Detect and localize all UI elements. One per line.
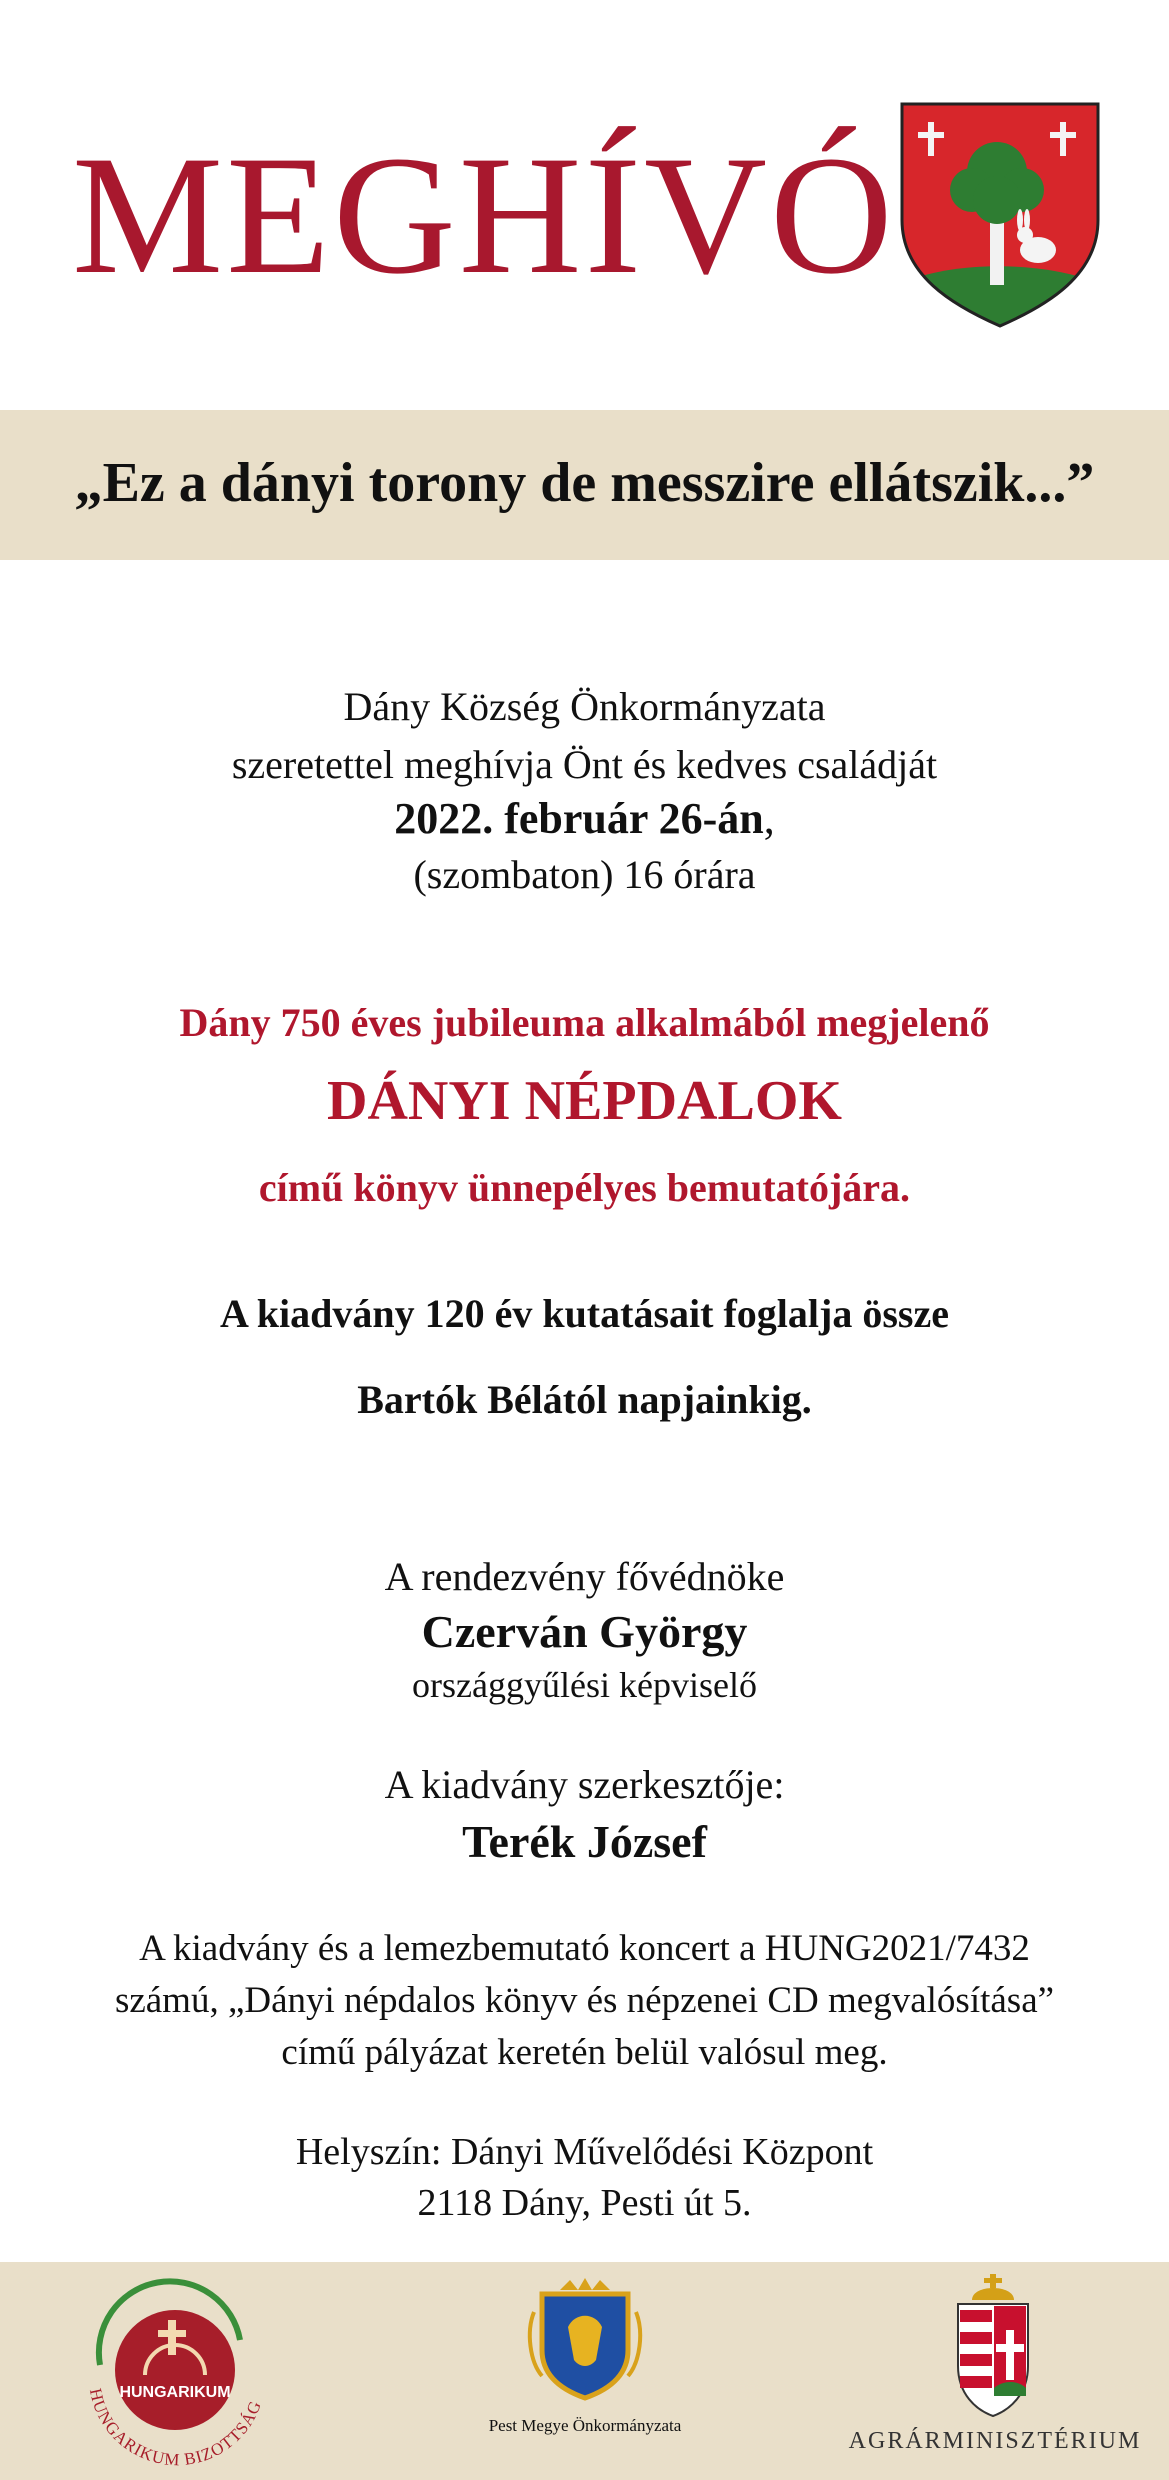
event-date	[0, 790, 1169, 848]
quote-text: „Ez a dányi torony de messzire ellátszik...”	[74, 452, 1095, 514]
organizer-line: Dány Község Önkormányzata	[343, 684, 826, 729]
patron-label: A rendezvény fővédnöke	[384, 1554, 785, 1599]
venue-line-1: Helyszín: Dányi Művelődési Központ	[295, 2131, 874, 2173]
funding-line-1: A kiadvány és a lemezbemutató koncert a HUNG2021/7432	[139, 1928, 1030, 1969]
summary-line-1: A kiadvány 120 év kutatásait foglalja össze	[220, 1291, 949, 1336]
occasion-line: Dány 750 éves jubileuma alkalmából megjelenő	[179, 1000, 990, 1045]
hungarikum-logo	[70, 2270, 290, 2470]
hungarikum-badge-text: HUNGARIKUM	[119, 2384, 231, 2401]
book-subtitle: című könyv ünnepélyes bemutatójára.	[258, 1165, 911, 1210]
editor-label: A kiadvány szerkesztője:	[384, 1762, 785, 1807]
pest-county-label: Pest Megye Önkormányzata	[488, 2416, 682, 2435]
event-date-suffix: ,	[763, 794, 775, 843]
patron-name: Czerván György	[421, 1606, 748, 1657]
hungarikum-ring-text: HUNGARIKUM BIZOTTSÁG	[85, 2386, 266, 2470]
event-date-value: 2022. február 26-án	[394, 794, 764, 843]
summary-line-2: Bartók Bélától napjainkig.	[357, 1377, 812, 1422]
venue-line-2: 2118 Dány, Pesti út 5.	[417, 2182, 752, 2224]
funding-line-3: című pályázat keretén belül valósul meg.	[281, 2032, 888, 2073]
hungarian-coat-of-arms-icon	[948, 2270, 1038, 2420]
ministry-label: AGRÁRMINISZTÉRIUM	[848, 2428, 1142, 2454]
editor-name: Terék József	[462, 1816, 707, 1867]
pest-county-coat-of-arms-icon	[520, 2272, 650, 2402]
dany-coat-of-arms-icon	[898, 100, 1102, 330]
book-title: DÁNYI NÉPDALOK	[327, 1070, 842, 1132]
invite-line: szeretettel meghívja Önt és kedves családját	[231, 742, 938, 787]
event-time: (szombaton) 16 órára	[413, 852, 756, 897]
page-title: MEGHÍVÓ	[72, 121, 896, 309]
funding-line-2: számú, „Dányi népdalos könyv és népzenei CD megvalósítása”	[114, 1980, 1055, 2021]
patron-role: országgyűlési képviselő	[412, 1665, 757, 1705]
